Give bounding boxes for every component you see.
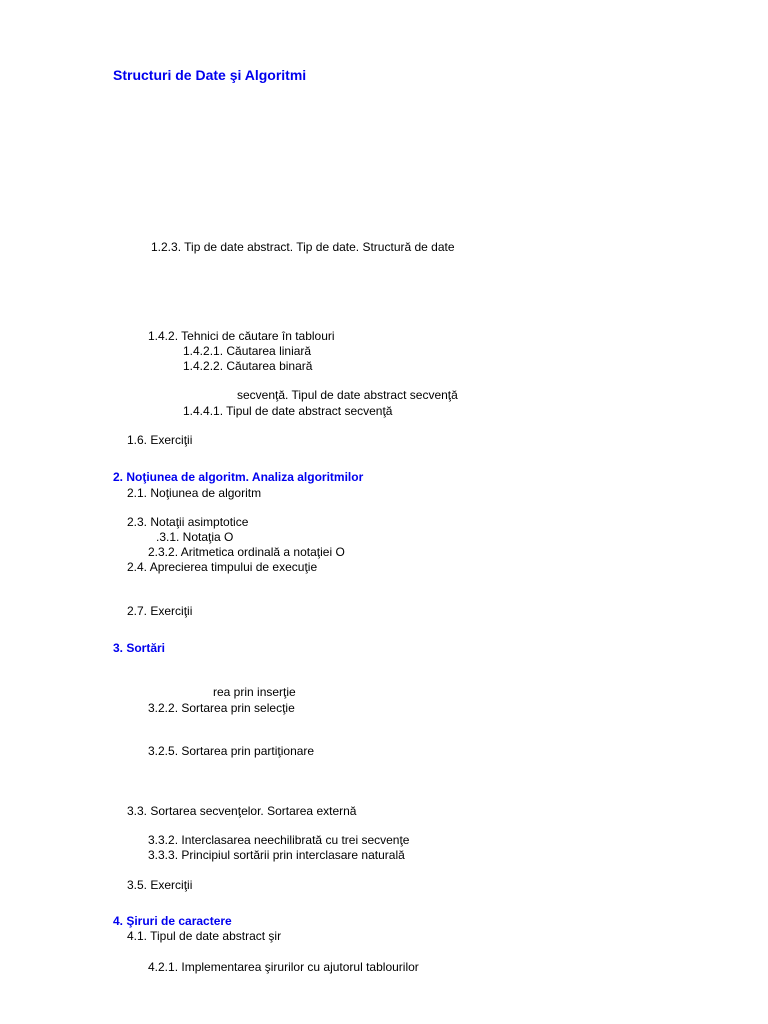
toc-entry-2-3-1[interactable]: .3.1. Notaţia O — [156, 530, 234, 544]
toc-entry-1-4-2[interactable]: 1.4.2. Tehnici de căutare în tablouri — [148, 329, 335, 343]
toc-chapter-3-heading[interactable]: 3. Sortări — [113, 641, 166, 655]
toc-entry-1-6[interactable]: 1.6. Exerciţii — [127, 433, 193, 447]
toc-entry-4-2-1[interactable]: 4.2.1. Implementarea şirurilor cu ajutorul tablourilor — [148, 960, 419, 974]
toc-entry-2-1[interactable]: 2.1. Noţiunea de algoritm — [127, 486, 262, 500]
toc-entry-2-3[interactable]: 2.3. Notaţii asimptotice — [127, 515, 249, 529]
toc-entry-secventa-fragment[interactable]: secvenţă. Tipul de date abstract secvenţă — [237, 388, 458, 402]
toc-entry-2-3-2[interactable]: 2.3.2. Aritmetica ordinală a notaţiei O — [148, 545, 345, 559]
toc-entry-1-2-3[interactable]: 1.2.3. Tip de date abstract. Tip de date. Structură de date — [151, 240, 455, 254]
toc-entry-3-3-2[interactable]: 3.3.2. Interclasarea neechilibrată cu trei secvenţe — [148, 833, 410, 847]
toc-entry-1-4-2-2[interactable]: 1.4.2.2. Căutarea binară — [183, 359, 313, 373]
toc-entry-1-4-2-1[interactable]: 1.4.2.1. Căutarea liniară — [183, 344, 312, 358]
toc-entry-2-4[interactable]: 2.4. Aprecierea timpului de execuţie — [127, 560, 318, 574]
toc-entry-3-2-5[interactable]: 3.2.5. Sortarea prin partiţionare — [148, 744, 315, 758]
toc-entry-4-1[interactable]: 4.1. Tipul de date abstract şir — [127, 929, 282, 943]
document-title: Structuri de Date şi Algoritmi — [113, 67, 307, 83]
toc-entry-2-7[interactable]: 2.7. Exerciţii — [127, 604, 193, 618]
toc-chapter-4-heading[interactable]: 4. Şiruri de caractere — [113, 914, 232, 928]
toc-entry-3-3[interactable]: 3.3. Sortarea secvenţelor. Sortarea externă — [127, 804, 357, 818]
toc-entry-3-2-2[interactable]: 3.2.2. Sortarea prin selecţie — [148, 701, 295, 715]
toc-entry-insertie-fragment[interactable]: rea prin inserţie — [213, 685, 296, 699]
toc-entry-1-4-4-1[interactable]: 1.4.4.1. Tipul de date abstract secvenţă — [183, 404, 393, 418]
toc-entry-3-5[interactable]: 3.5. Exerciţii — [127, 878, 193, 892]
toc-chapter-2-heading[interactable]: 2. Noţiunea de algoritm. Analiza algoritmilor — [113, 470, 364, 484]
toc-entry-3-3-3[interactable]: 3.3.3. Principiul sortării prin interclasare naturală — [148, 848, 405, 862]
